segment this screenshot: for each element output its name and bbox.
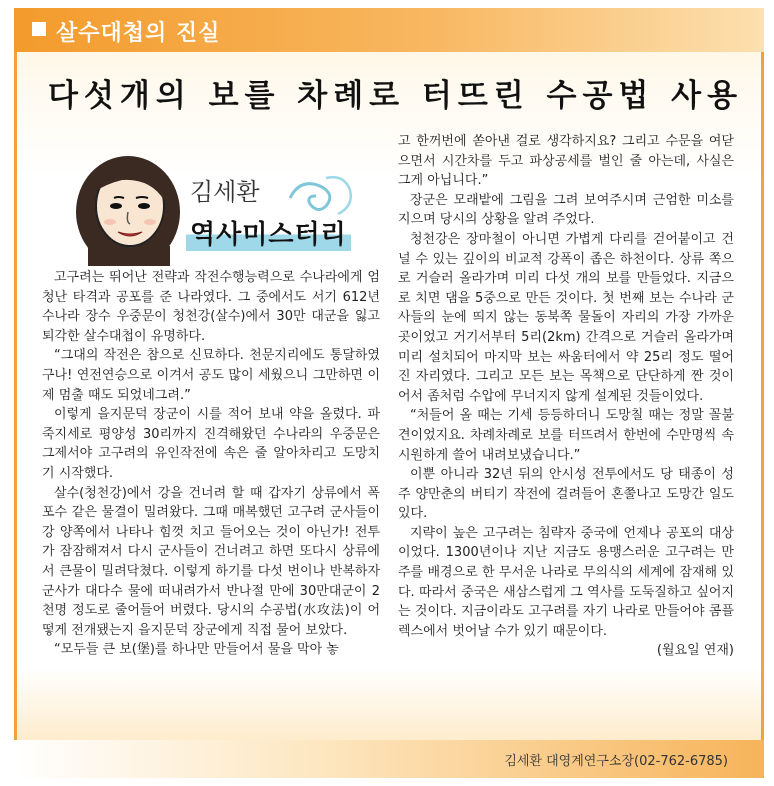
paragraph: 살수(청천강)에서 강을 건너려 할 때 갑자기 상류에서 폭포수 같은 물결이 밀려왔다. 그때 매복했던 고구려 군사들이 강 양쪽에서 나타나 힘껏 치고 들어오는 것이 아닌가! 전투가 잠잠해져서 다시 군사들이 건너려고 하면 또다시 상류에서 큰물이 밀려닥쳤다. 이렇게 하기를 다섯 번이나 반복하자 군사가 대다수 물에 떠내려가서 반나절 만에 30만대군이 2천명 정도로 줄어들어 버렸다. 당시의 수공법(水攻法)이 어떻게 전개됐는지 을지문덕 장군에게 직접 물어 보았다. — [42, 485, 380, 638]
paragraph: “그대의 작전은 참으로 신묘하다. 천문지리에도 통달하였구나! 연전연승으로 이겨서 공도 많이 세웠으니 그만하면 이제 멈출 때도 되었네그려.” — [42, 348, 380, 403]
paragraph: 이뿐 아니라 32년 뒤의 안시성 전투에서도 당 태종이 성주 양만춘의 버티기 작전에 걸려들어 혼쭐나고 도망간 일도 있다. — [398, 467, 734, 522]
paragraph: “처들어 올 때는 기세 등등하더니 도망칠 때는 정말 꼴불견이었지요. 차례차례로 보를 터뜨려서 한번에 수만명씩 속 시원하게 쓸어 내려보냈습니다.” — [398, 408, 734, 463]
square-bullet-icon — [32, 22, 46, 36]
paragraph: “모두들 큰 보(堡)를 하나만 만들어서 물을 막아 놓 — [54, 642, 339, 658]
section-title: 살수대첩의 진실 — [56, 21, 221, 46]
series-note: (월요일 연재) — [656, 643, 734, 659]
column-name: 역사미스터리 — [186, 214, 351, 251]
paragraph: 고 한꺼번에 쏟아낸 걸로 생각하지요? 그리고 수문을 여닫으면서 시간차를 두고 파상공세를 벌인 줄 아는데, 사실은 그게 아닙니다.” — [398, 134, 734, 189]
author-credit: 김세환 대영계연구소장(02-762-6785) — [504, 754, 728, 769]
left-text-column — [42, 268, 380, 660]
paragraph: 청천강은 장마철이 아니면 가볍게 다리를 걷어붙이고 건널 수 있는 깊이의 비교적 강폭이 좁은 하천이다. 상류 쪽으로 거슬러 올라가며 미리 다섯 개의 보를 만들었다. 지금으로 치면 댐을 5중으로 만든 것이다. 첫 번째 보는 수나라 군사들의 눈에 띄지 않는 동북쪽 물돌이 자리의 가장 가까운 곳이었고 거기서부터 5리(2km) 간격으로 거슬러 올라가며 미리 설치되어 마지막 보는 싸움터에서 약 25리 정도 떨어진 자리였다. 그리고 모든 보는 목책으로 단단하게 짠 것이어서 좀처럼 수압에 무너지지 않게 설계된 것들이었다. — [398, 231, 734, 404]
article-headline: 다섯개의 보를 차례로 터뜨린 수공법 사용 — [48, 78, 744, 114]
author-name: 김세환 — [190, 178, 260, 206]
right-text-column — [398, 132, 734, 661]
paragraph: 장군은 모래밭에 그림을 그려 보여주시며 근엄한 미소를 지으며 당시의 상황을 알려 주었다. — [398, 192, 734, 228]
paragraph: 지략이 높은 고구려는 침략자 중국에 언제나 공포의 대상이었다. 1300년이나 지난 지금도 용맹스러운 고구려는 만주를 배경으로 한 무서운 나라로 무의식의 세계에 잠재해 있다. 따라서 중국은 새삼스럽게 그 역사를 도둑질하고 싶어지는 것이다. 지금이라도 고구려를 자기 나라로 만들어야 콤플렉스에서 벗어날 수가 있기 때문이다. — [398, 525, 734, 639]
paragraph: 고구려는 뛰어난 전략과 작전수행능력으로 수나라에게 엄청난 타격과 공포를 준 나라였다. 그 중에서도 서기 612년 수나라 장수 우중문이 청천강(살수)에서 30만 대군을 잃고 퇴각한 살수대첩이 유명하다. — [42, 270, 380, 344]
author-portrait — [70, 134, 188, 266]
paragraph: 이렇게 을지문덕 장군이 시를 적어 보내 약을 올렸다. 파죽지세로 평양성 30리까지 진격해왔던 수나라의 우중문은 그제서야 고구려의 유인작전에 속은 줄 알아차리고 도망치기 시작했다. — [42, 407, 380, 481]
author-block — [70, 128, 400, 268]
